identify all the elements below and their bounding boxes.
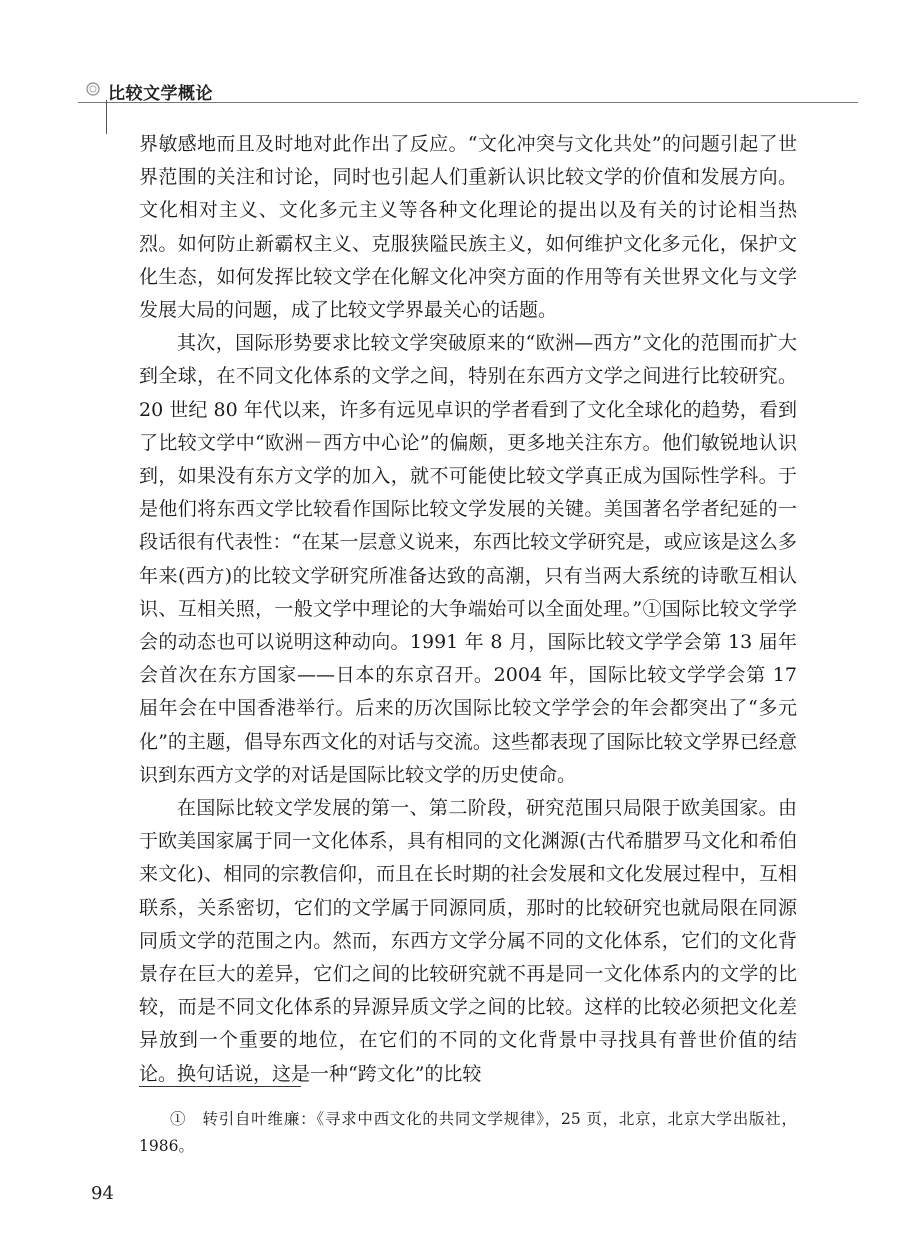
book-ornament-icon bbox=[86, 82, 100, 96]
footnote-rule bbox=[139, 1086, 301, 1087]
running-header bbox=[78, 76, 858, 106]
paragraph-continued: 界敏感地而且及时地对此作出了反应。“文化冲突与文化共处”的问题引起了世界范围的关注和讨论，同时也引起人们重新认识比较文学的价值和发展方向。文化相对主义、文化多元主义等各种文化理论的提出以及有关的讨论相当热烈。如何防止新霸权主义、克服狭隘民族主义，如何维护文化多元化，保护文化生态，如何发挥比较文学在化解文化冲突方面的作用等有关世界文化与文学发展大局的问题，成了比较文学界最关心的话题。 bbox=[139, 133, 797, 322]
footnote-text: ① 转引自叶维廉：《寻求中西文化的共同文学规律》，25 页，北京，北京大学出版社，1986。 bbox=[139, 1110, 797, 1155]
header-vertical-rule bbox=[106, 100, 107, 134]
header-rule bbox=[78, 102, 858, 103]
page-number: 94 bbox=[91, 1183, 114, 1204]
paragraph: 其次，国际形势要求比较文学突破原来的“欧洲—西方”文化的范围而扩大到全球，在不同文化体系的文学之间，特别在东西方文学之间进行比较研究。20 世纪 80 年代以来，许多有远见卓识的学者看到了文化全球化的趋势，看到了比较文学中“欧洲－西方中心论”的偏颇，更多地关注东方。他们敏锐地认识到，如果没有东方文学的加入，就不可能使比较文学真正成为国际性学科。于是他们将东西文学比较看作国际比较文学发展的关键。美国著名学者纪延的一段话很有代表性：“在某一层意义说来，东西比较文学研究是，或应该是这么多年来(西方)的比较文学研究所准备达致的高潮，只有当两大系统的诗歌互相认识、互相关照，一般文学中理论的大争端始可以全面处理。”①国际比较文学学会的动态也可以说明这种动向。1991 年 8 月，国际比较文学学会第 13 届年会首次在东方国家——日本的东京召开。2004 年，国际比较文学学会第 17 届年会在中国香港举行。后来的历次国际比较文学学会的年会都突出了“多元化”的主题，倡导东西文化的对话与交流。这些都表现了国际比较文学界已经意识到东西方文学的对话是国际比较文学的历史使命。 bbox=[139, 332, 797, 786]
footnote bbox=[139, 1106, 797, 1160]
paragraph: 在国际比较文学发展的第一、第二阶段，研究范围只局限于欧美国家。由于欧美国家属于同一文化体系，具有相同的文化渊源(古代希腊罗马文化和希伯来文化)、相同的宗教信仰，而且在长时期的社会发展和文化发展过程中，互相联系，关系密切，它们的文学属于同源同质，那时的比较研究也就局限在同源同质文学的范围之内。然而，东西方文学分属不同的文化体系，它们的文化背景存在巨大的差异，它们之间的比较研究就不再是同一文化体系内的文学的比较，而是不同文化体系的异源异质文学之间的比较。这样的比较必须把文化差异放到一个重要的地位，在它们的不同的文化背景中寻找具有普世价值的结论。换句话说，这是一种“跨文化”的比较 bbox=[139, 797, 797, 1085]
book-title: 比较文学概论 bbox=[108, 84, 213, 104]
main-text bbox=[139, 128, 797, 1091]
